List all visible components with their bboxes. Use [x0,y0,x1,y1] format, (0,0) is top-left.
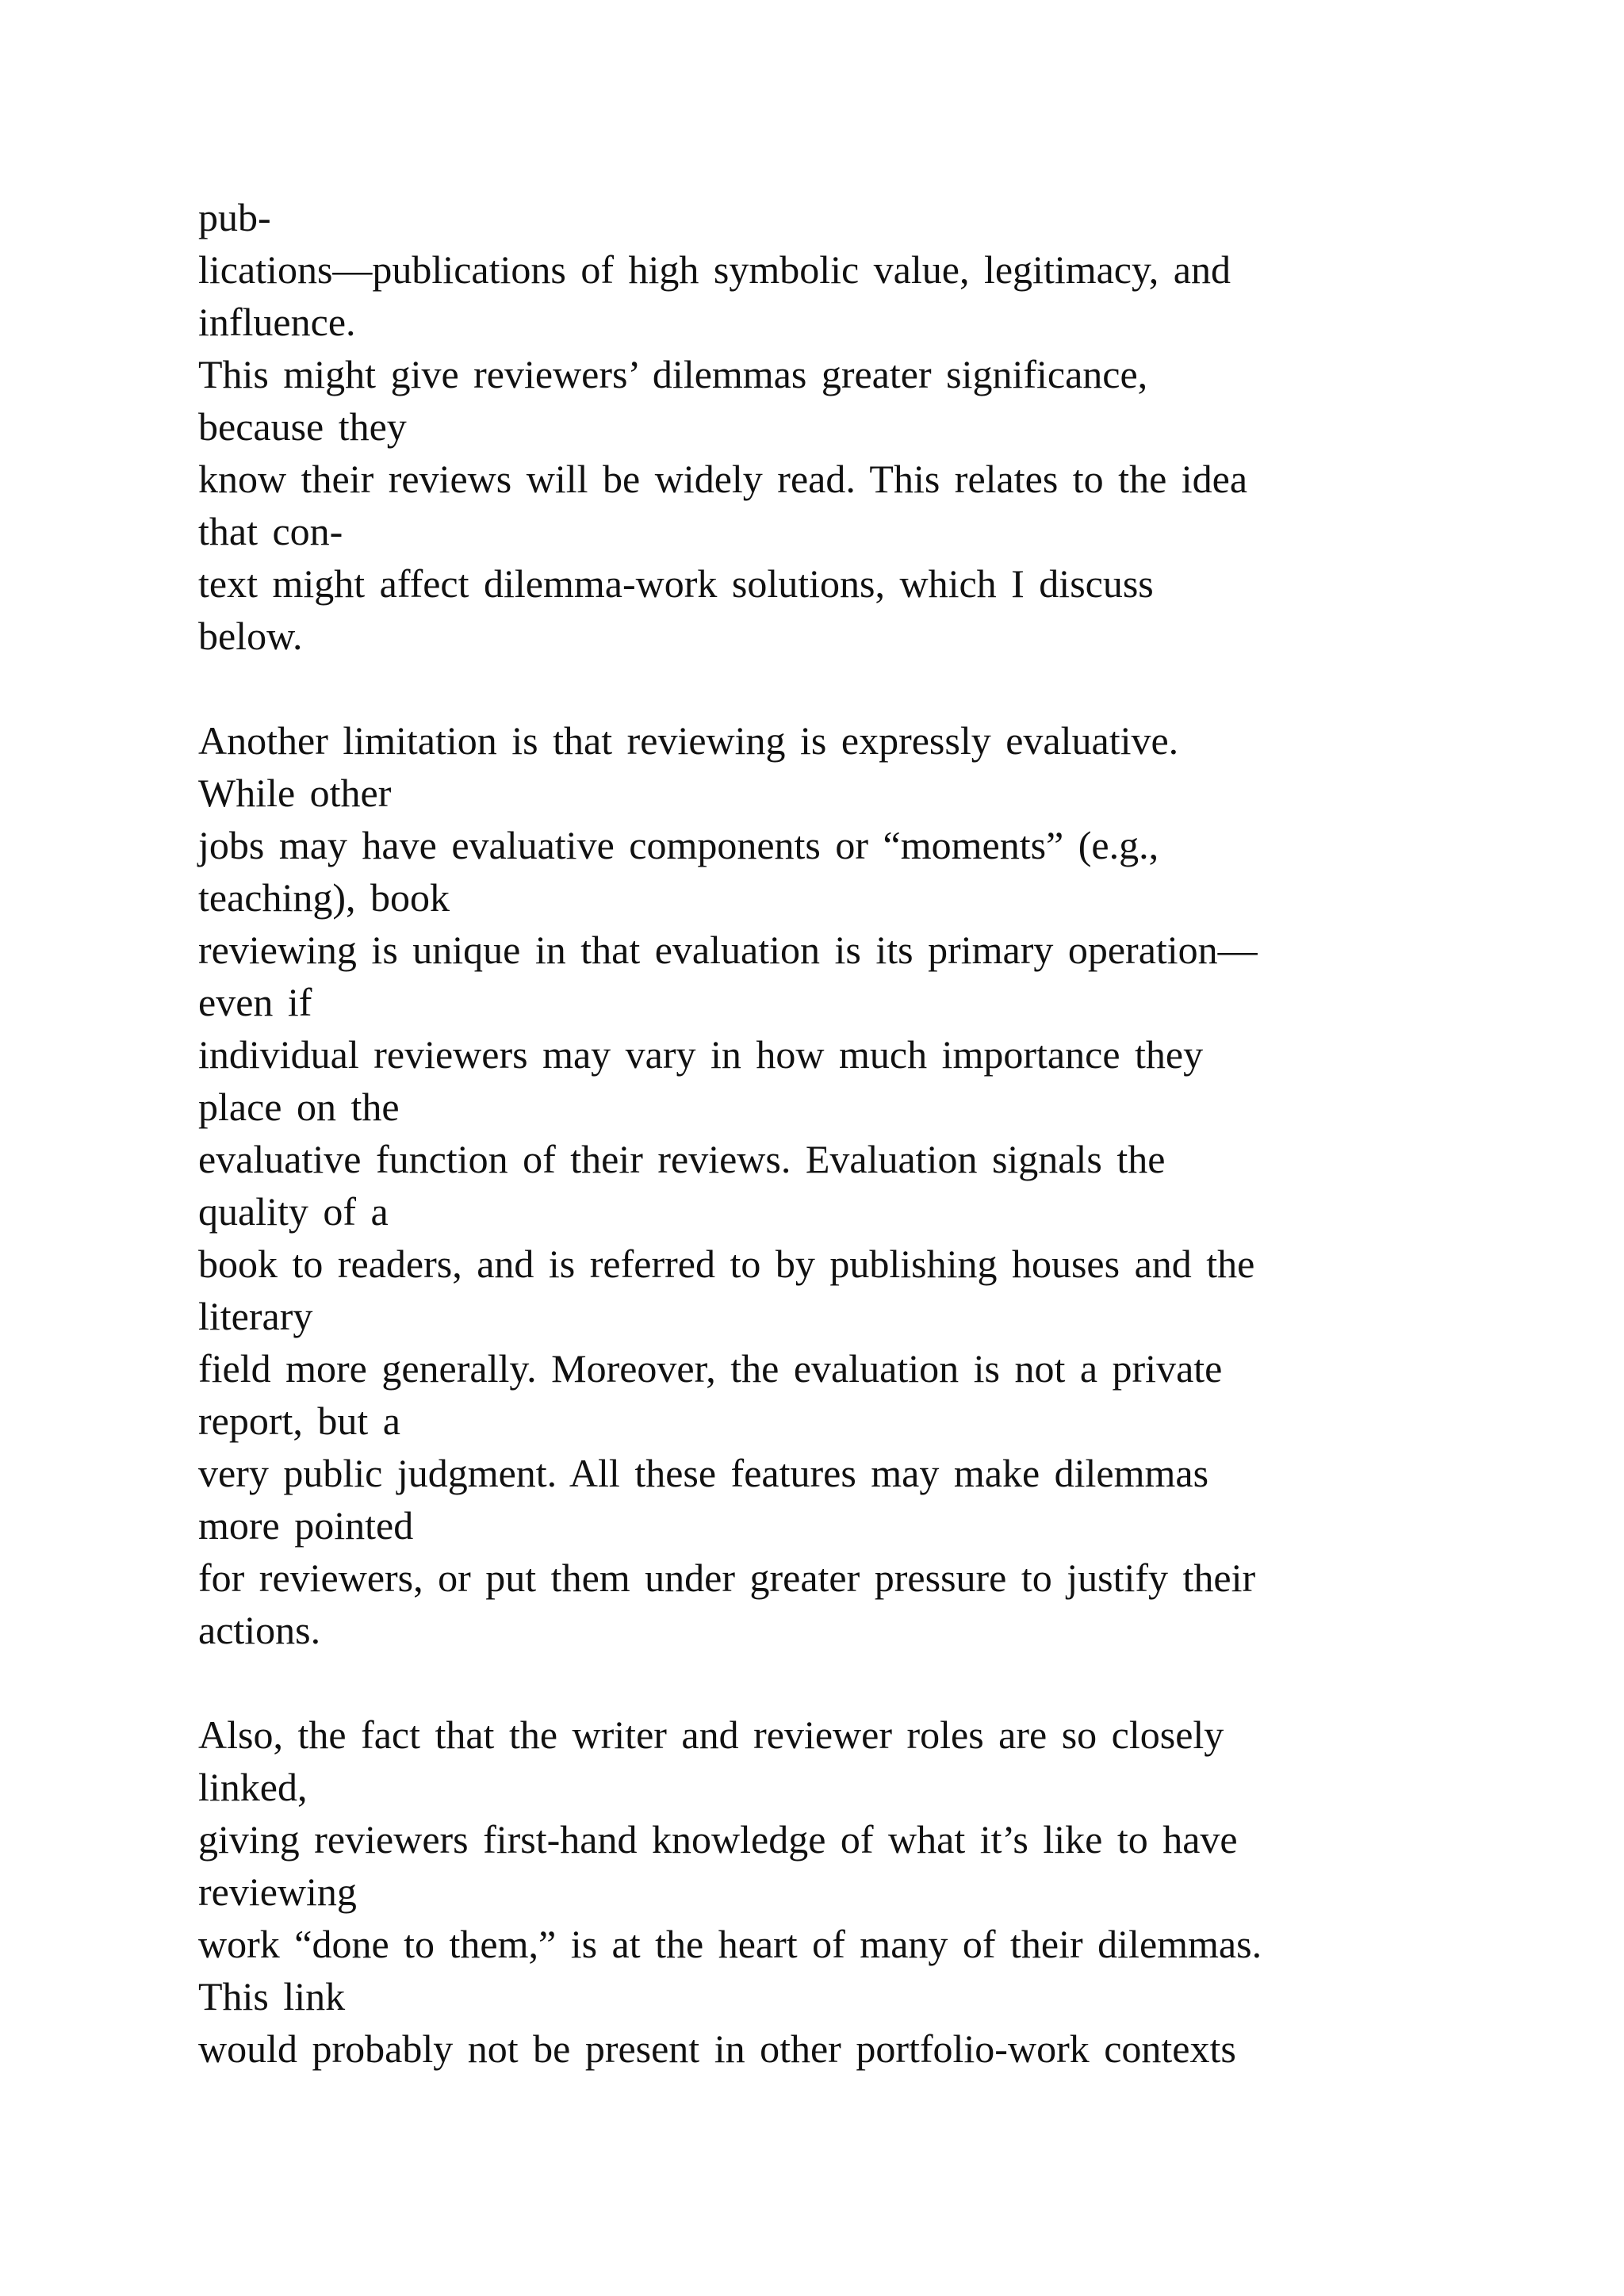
text-line: even if [198,980,312,1024]
text-line: reviewing [198,1869,357,1914]
text-line: literary [198,1294,313,1338]
text-line: This might give reviewers’ dilemmas greater significance, [198,352,1148,396]
text-line: field more generally. Moreover, the evaluation is not a private [198,1346,1223,1391]
text-line: quality of a [198,1189,389,1234]
text-line: This link [198,1974,346,2019]
text-line: text might affect dilemma-work solutions, which I discuss [198,561,1154,606]
text-line: influence. [198,300,356,344]
text-line: linked, [198,1765,308,1809]
text-line: below. [198,614,303,658]
text-line: Also, the fact that the writer and reviewer roles are so closely [198,1712,1224,1757]
text-line: teaching), book [198,875,450,920]
text-line: more pointed [198,1503,414,1548]
text-line: because they [198,404,407,449]
text-line: evaluative function of their reviews. Evaluation signals the [198,1137,1166,1181]
text-line: pub- [198,195,271,239]
text-line: individual reviewers may vary in how much importance they [198,1032,1204,1077]
text-line: While other [198,771,392,815]
text-line: very public judgment. All these features may make dilemmas [198,1451,1209,1495]
text-line: jobs may have evaluative components or “moments” (e.g., [198,823,1159,867]
text-line: lications—publications of high symbolic value, legitimacy, and [198,247,1231,292]
text-line: report, but a [198,1399,400,1443]
text-line: for reviewers, or put them under greater pressure to justify their [198,1556,1256,1600]
text-line: work “done to them,” is at the heart of many of their dilemmas. [198,1922,1262,1966]
text-line: know their reviews will be widely read. This relates to the idea [198,457,1248,501]
text-line: actions. [198,1608,321,1652]
text-line: book to readers, and is referred to by publishing houses and the [198,1242,1255,1286]
text-line: place on the [198,1085,400,1129]
text-line: would probably not be present in other portfolio-work contexts [198,2026,1236,2071]
text-line: that con- [198,509,343,553]
text-line: Another limitation is that reviewing is expressly evaluative. [198,718,1179,763]
text-line: giving reviewers first-hand knowledge of what it’s like to have [198,1817,1238,1862]
text-line: reviewing is unique in that evaluation is its primary operation— [198,928,1258,972]
